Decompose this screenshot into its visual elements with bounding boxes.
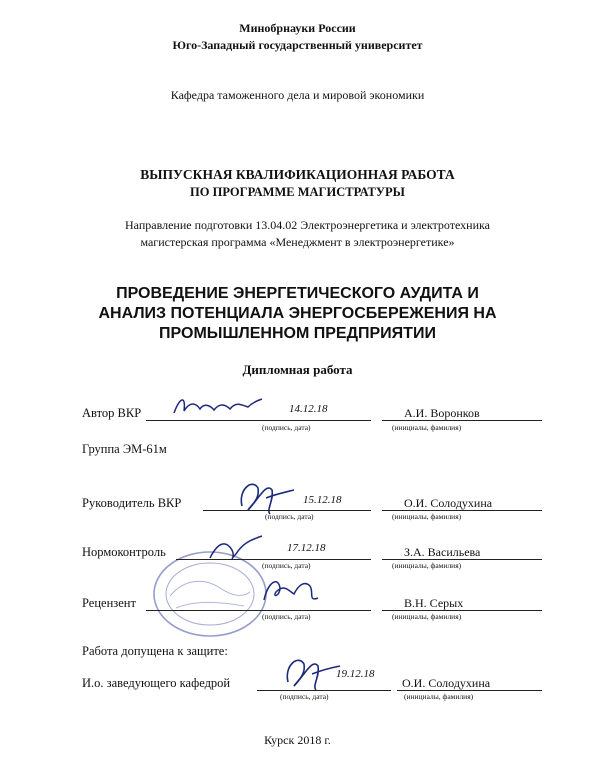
supervisor-name-caption: (инициалы, фамилия) [392, 512, 462, 521]
supervisor-date: 15.12.18 [303, 494, 342, 506]
reviewer-sign-caption: (подпись, дата) [262, 612, 311, 621]
topic-line2: АНАЛИЗ ПОТЕНЦИАЛА ЭНЕРГОСБЕРЕЖЕНИЯ НА [98, 305, 497, 322]
author-label: Автор ВКР [82, 406, 142, 420]
normcontrol-name: З.А. Васильева [404, 545, 481, 559]
work-kind: Дипломная работа [242, 362, 353, 377]
work-type-line2: ПО ПРОГРАММЕ МАГИСТРАТУРЫ [190, 185, 405, 199]
direction-line2: магистерская программа «Менеджмент в электроэнергетике» [140, 235, 455, 249]
reviewer-name-caption: (инициалы, фамилия) [392, 612, 462, 621]
reviewer-label: Рецензент [82, 596, 136, 610]
reviewer-name: В.Н. Серых [404, 596, 464, 610]
author-name: А.И. Воронков [404, 406, 480, 420]
head-sign-caption: (подпись, дата) [280, 692, 329, 701]
department-name: Кафедра таможенного дела и мировой экономики [170, 88, 425, 102]
reviewer-signature-icon [258, 570, 324, 610]
head-name-caption: (инициалы, фамилия) [404, 692, 474, 701]
topic-line1: ПРОВЕДЕНИЕ ЭНЕРГЕТИЧЕСКОГО АУДИТА И [116, 285, 479, 302]
normcontrol-sign-caption: (подпись, дата) [262, 561, 311, 570]
topic-line3: ПРОМЫШЛЕННОМ ПРЕДПРИЯТИИ [159, 325, 436, 342]
supervisor-label: Руководитель ВКР [82, 496, 182, 510]
normcontrol-label: Нормоконтроль [82, 545, 166, 559]
city-year: Курск 2018 г. [264, 733, 331, 747]
normcontrol-date: 17.12.18 [287, 542, 326, 554]
work-type-line1: ВЫПУСКНАЯ КВАЛИФИКАЦИОННАЯ РАБОТА [140, 167, 455, 182]
normcontrol-name-caption: (инициалы, фамилия) [392, 561, 462, 570]
author-signature-icon [170, 393, 265, 421]
group-label: Группа ЭМ-61м [82, 442, 167, 456]
normcontrol-signature-icon [206, 532, 266, 566]
author-sign-caption: (подпись, дата) [262, 423, 311, 432]
author-date: 14.12.18 [289, 403, 328, 415]
author-name-caption: (инициалы, фамилия) [392, 423, 462, 432]
university-name: Юго-Западный государственный университет [172, 38, 423, 52]
direction-line1: Направление подготовки 13.04.02 Электроэнергетика и электротехника [125, 218, 490, 232]
reviewer-sign-line [146, 610, 371, 611]
head-label: И.о. заведующего кафедрой [82, 676, 231, 690]
supervisor-sign-caption: (подпись, дата) [265, 512, 314, 521]
ministry-name: Минобрнауки России [239, 21, 356, 35]
head-date: 19.12.18 [336, 668, 375, 680]
head-signature-icon [282, 650, 342, 694]
head-name: О.И. Солодухина [402, 676, 491, 690]
admitted-label: Работа допущена к защите: [82, 644, 228, 658]
supervisor-name: О.И. Солодухина [404, 496, 493, 510]
